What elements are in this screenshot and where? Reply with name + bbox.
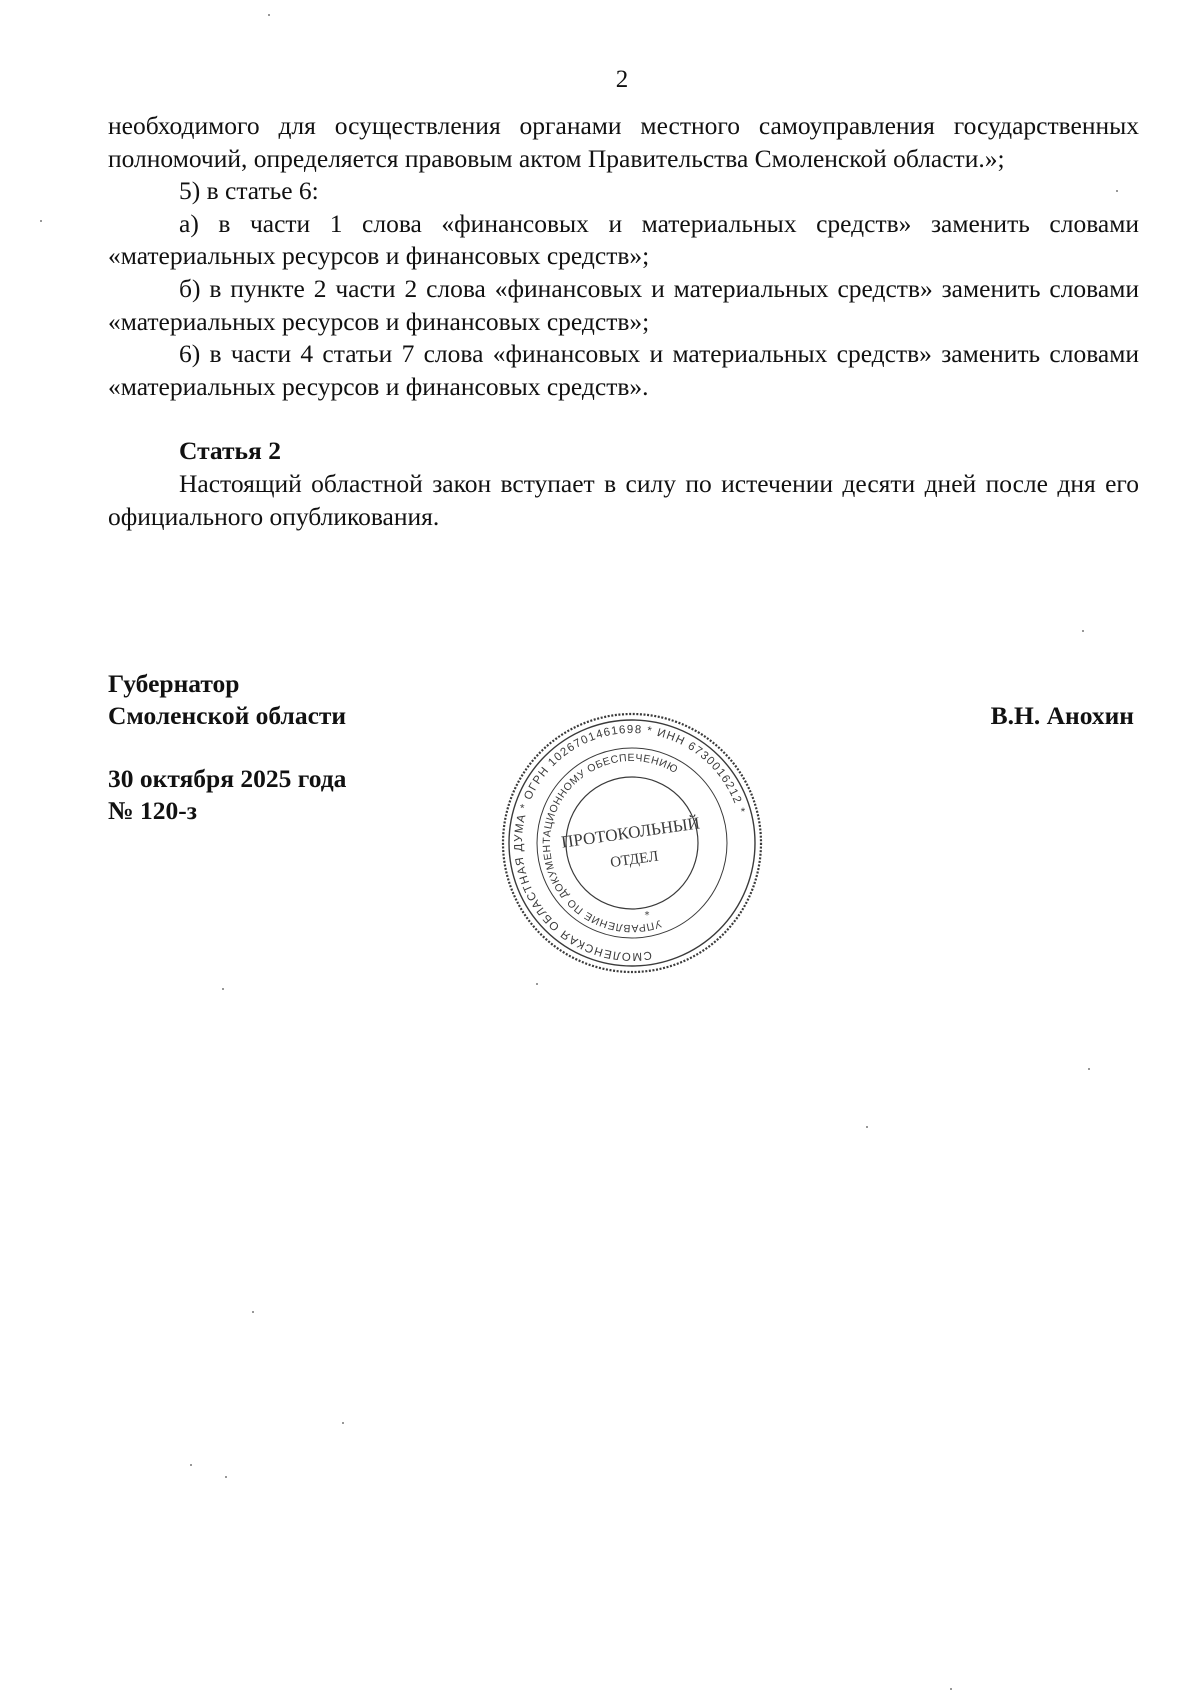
scan-speck xyxy=(536,983,538,985)
paragraph-continuation: необходимого для осуществления органами местного самоуправления государственных полномочий, определяется правовым актом Правительства Смоленской области.»; xyxy=(108,111,1139,173)
article-2-text: Настоящий областной закон вступает в силу по истечении десяти дней после дня его официального опубликования. xyxy=(108,468,1139,531)
scan-speck xyxy=(40,220,42,222)
signing-date: 30 октября 2025 года xyxy=(108,764,347,793)
signer-position-line-2: Смоленской области xyxy=(108,701,347,730)
scan-speck xyxy=(252,1311,254,1313)
article-2-title: Статья 2 xyxy=(179,436,281,466)
document-body xyxy=(108,110,1139,533)
scan-speck xyxy=(866,1126,868,1128)
stamp-center-line-1: ПРОТОКОЛЬНЫЙ xyxy=(560,813,702,852)
paragraph-item-a: а) в части 1 слова «финансовых и материальных средств» заменить словами «материальных ресурсов и финансовых средств»; xyxy=(108,208,1139,271)
stamp-outer-text: СМОЛЕНСКАЯ ОБЛАСТНАЯ ДУМА * ОГРН 1026701461698 * ИНН 6730016212 * xyxy=(512,723,747,963)
scan-speck xyxy=(268,14,270,16)
scan-speck xyxy=(1116,190,1118,192)
signer-name: В.Н. Анохин xyxy=(990,701,1134,730)
official-stamp xyxy=(499,710,765,976)
scan-speck xyxy=(222,988,224,990)
scan-speck xyxy=(1082,630,1084,632)
page-number: 2 xyxy=(615,66,629,93)
stamp-center-line-2: ОТДЕЛ xyxy=(609,848,660,872)
paragraph-item-b: б) в пункте 2 части 2 слова «финансовых и материальных средств» заменить словами «материальных ресурсов и финансовых средств»; xyxy=(108,273,1139,336)
signature-block xyxy=(108,668,346,827)
stamp-star-icon: * xyxy=(644,910,650,921)
scan-speck xyxy=(950,1688,952,1690)
svg-text:СМОЛЕНСКАЯ ОБЛАСТНАЯ ДУМА * ОГ xyxy=(499,710,765,976)
scan-speck xyxy=(190,1464,192,1466)
scan-speck xyxy=(1088,1068,1090,1070)
stamp-inner-ring-text: УПРАВЛЕНИЕ ПО ДОКУМЕНТАЦИОННОМУ ОБЕСПЕЧЕНИЮ xyxy=(540,751,681,935)
scan-speck xyxy=(342,1422,344,1424)
paragraph-item-6: 6) в части 4 статьи 7 слова «финансовых и материальных средств» заменить словами «материальных ресурсов и финансовых средств». xyxy=(108,339,1139,401)
paragraph-item-5: 5) в статье 6: xyxy=(179,176,319,206)
scan-speck xyxy=(225,1476,227,1478)
signer-position-line-1: Губернатор xyxy=(108,669,240,698)
law-number: № 120-з xyxy=(108,796,197,825)
